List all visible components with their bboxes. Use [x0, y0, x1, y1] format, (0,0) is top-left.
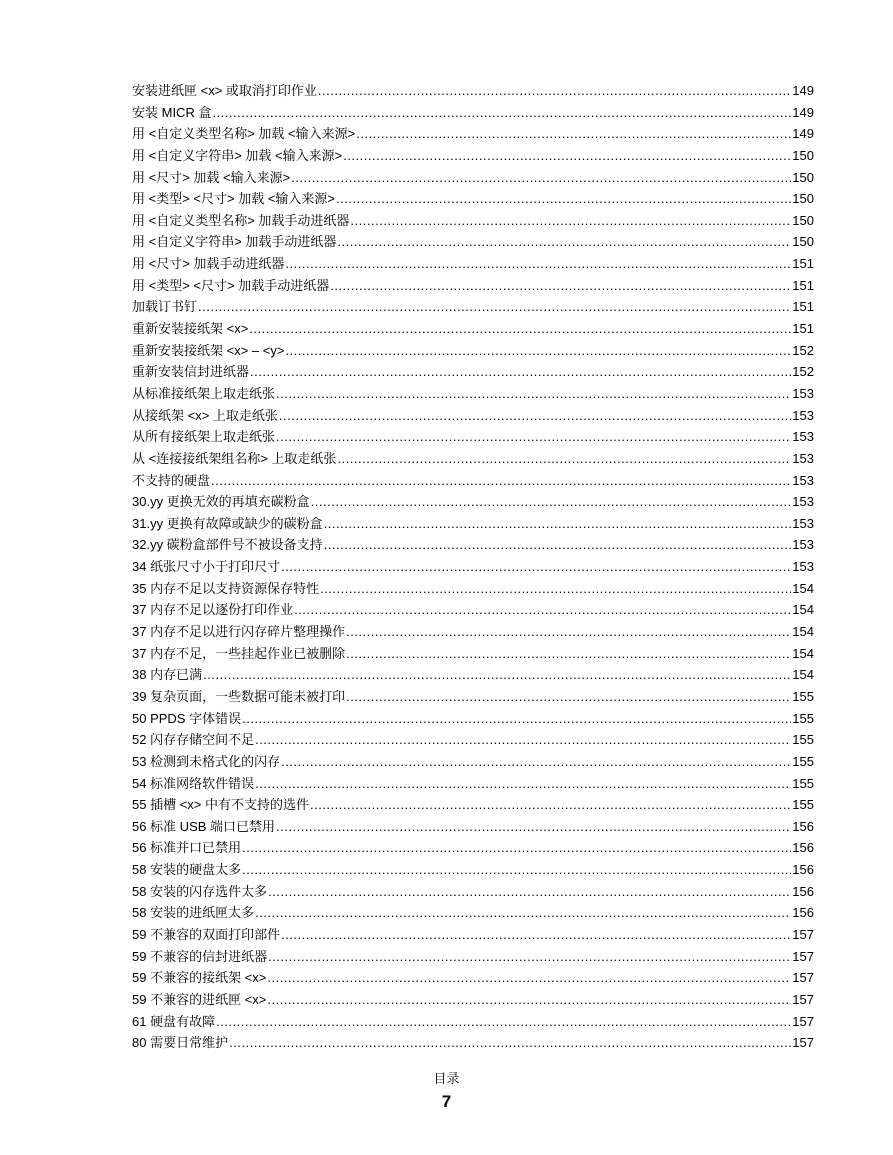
toc-entry-title: 61 硬盘有故障 — [132, 1013, 216, 1029]
toc-entry[interactable] — [132, 902, 814, 924]
dot-leader — [318, 80, 791, 102]
dot-leader — [255, 902, 791, 924]
dot-leader — [212, 102, 791, 124]
toc-entry[interactable] — [132, 708, 814, 730]
toc-entry-title: 用 <自定义类型名称> 加载手动进纸器 — [132, 212, 350, 228]
toc-entry-page-number: 152 — [792, 342, 814, 358]
toc-entry[interactable] — [132, 491, 814, 513]
dot-leader — [279, 405, 791, 427]
toc-entry-title: 用 <尺寸> 加载 <输入来源> — [132, 169, 291, 185]
toc-entry[interactable] — [132, 946, 814, 968]
toc-entry-title: 59 不兼容的信封进纸器 — [132, 948, 268, 964]
toc-entry[interactable] — [132, 102, 814, 124]
dot-leader — [249, 318, 791, 340]
toc-entry[interactable] — [132, 318, 814, 340]
dot-leader — [310, 794, 791, 816]
toc-entry[interactable] — [132, 383, 814, 405]
toc-entry-title: 安装进纸匣 <x> 或取消打印作业 — [132, 83, 317, 98]
toc-entry-page-number: 154 — [792, 667, 814, 683]
toc-entry-page-number: 150 — [792, 212, 814, 228]
dot-leader — [330, 275, 791, 297]
toc-entry[interactable] — [132, 924, 814, 946]
toc-entry-title: 用 <尺寸> 加载手动进纸器 — [132, 256, 285, 272]
toc-entry-page-number: 156 — [792, 905, 814, 921]
toc-entry[interactable] — [132, 837, 814, 859]
toc-entry-title: 用 <类型> <尺寸> 加载手动进纸器 — [132, 277, 330, 293]
toc-entry-page-number: 157 — [792, 970, 814, 986]
toc-entry-title: 52 闪存存储空间不足 — [132, 732, 255, 748]
toc-entry[interactable] — [132, 167, 814, 189]
dot-leader — [281, 924, 791, 946]
toc-entry-page-number: 153 — [792, 407, 814, 423]
toc-entry[interactable] — [132, 989, 814, 1011]
toc-entry-title: 不支持的硬盘 — [132, 472, 211, 488]
dot-leader — [311, 491, 792, 513]
dot-leader — [281, 751, 791, 773]
toc-entry-title: 37 内存不足以逐份打印作业 — [132, 602, 294, 618]
toc-entry-page-number: 157 — [792, 1035, 814, 1051]
toc-entry[interactable] — [132, 448, 814, 470]
toc-entry-page-number: 155 — [792, 710, 814, 726]
toc-entry[interactable] — [132, 1032, 814, 1054]
toc-entry-title: 58 安装的进纸匣太多 — [132, 905, 255, 921]
toc-entry-title: 38 内存已满 — [132, 667, 203, 683]
dot-leader — [276, 816, 791, 838]
toc-entry-title: 用 <类型> <尺寸> 加载 <输入来源> — [132, 191, 335, 207]
toc-entry[interactable] — [132, 340, 814, 362]
toc-entry-page-number: 154 — [792, 645, 814, 661]
toc-entry[interactable] — [132, 664, 814, 686]
toc-entry-page-number: 149 — [792, 104, 814, 120]
toc-entry-page-number: 149 — [792, 126, 814, 142]
toc-entry-page-number: 155 — [792, 775, 814, 791]
toc-entry-page-number: 150 — [792, 191, 814, 207]
toc-entry[interactable] — [132, 794, 814, 816]
toc-entry-title: 56 标准 USB 端口已禁用 — [132, 818, 276, 834]
toc-entry[interactable] — [132, 253, 814, 275]
dot-leader — [242, 708, 791, 730]
dot-leader — [320, 578, 791, 600]
toc-entry[interactable] — [132, 599, 814, 621]
toc-entry-page-number: 154 — [792, 602, 814, 618]
table-of-contents — [132, 80, 814, 1054]
toc-entry[interactable] — [132, 967, 814, 989]
toc-entry[interactable] — [132, 210, 814, 232]
toc-entry-page-number: 149 — [792, 83, 814, 98]
toc-entry-page-number: 155 — [792, 688, 814, 704]
toc-entry-title: 53 检测到未格式化的闪存 — [132, 753, 281, 769]
toc-entry-title: 加载订书钉 — [132, 299, 198, 315]
dot-leader — [346, 686, 791, 708]
toc-entry[interactable] — [132, 621, 814, 643]
dot-leader — [276, 426, 791, 448]
toc-entry-title: 56 标准并口已禁用 — [132, 840, 242, 856]
dot-leader — [346, 643, 791, 665]
toc-entry-title: 32.yy 碳粉盒部件号不被设备支持 — [132, 537, 323, 553]
toc-entry-title: 50 PPDS 字体错误 — [132, 710, 242, 726]
toc-entry-page-number: 153 — [792, 385, 814, 401]
toc-entry[interactable] — [132, 751, 814, 773]
dot-leader — [267, 967, 791, 989]
toc-entry-title: 重新安装信封进纸器 — [132, 364, 250, 380]
toc-entry-page-number: 153 — [792, 472, 814, 488]
toc-entry-title: 59 不兼容的进纸匣 <x> — [132, 991, 267, 1007]
dot-leader — [281, 556, 791, 578]
toc-entry-page-number: 151 — [792, 321, 814, 337]
toc-entry-page-number: 151 — [792, 277, 814, 293]
toc-entry-title: 重新安装接纸架 <x> – <y> — [132, 342, 285, 358]
toc-entry[interactable] — [132, 534, 814, 556]
toc-entry-page-number: 155 — [792, 753, 814, 769]
dot-leader — [336, 188, 791, 210]
toc-entry[interactable] — [132, 188, 814, 210]
toc-entry[interactable] — [132, 361, 814, 383]
toc-entry-title: 从 <连接接纸架组名称> 上取走纸张 — [132, 450, 337, 466]
dot-leader — [229, 1032, 791, 1054]
toc-entry[interactable] — [132, 643, 814, 665]
toc-entry-title: 59 不兼容的双面打印部件 — [132, 926, 281, 942]
toc-entry-page-number: 153 — [792, 515, 814, 531]
toc-entry[interactable] — [132, 296, 814, 318]
toc-entry-page-number: 156 — [792, 862, 814, 878]
toc-entry-page-number: 154 — [792, 624, 814, 640]
dot-leader — [216, 1011, 791, 1033]
dot-leader — [294, 599, 791, 621]
toc-entry[interactable] — [132, 513, 814, 535]
toc-entry-page-number: 156 — [792, 883, 814, 899]
toc-entry-title: 从接纸架 <x> 上取走纸张 — [132, 407, 278, 423]
dot-leader — [324, 534, 792, 556]
dot-leader — [250, 361, 791, 383]
toc-entry-page-number: 157 — [792, 1013, 814, 1029]
toc-entry-title: 重新安装接纸架 <x> — [132, 321, 249, 337]
dot-leader — [268, 881, 791, 903]
dot-leader — [285, 253, 791, 275]
dot-leader — [337, 231, 791, 253]
dot-leader — [337, 448, 791, 470]
toc-entry-page-number: 154 — [792, 580, 814, 596]
toc-entry[interactable] — [132, 145, 814, 167]
toc-entry[interactable] — [132, 556, 814, 578]
toc-entry[interactable] — [132, 859, 814, 881]
toc-entry-page-number: 156 — [792, 840, 814, 856]
toc-entry-page-number: 155 — [792, 797, 814, 813]
toc-entry-title: 54 标准网络软件错误 — [132, 775, 255, 791]
footer-section-label: 目录 — [433, 1071, 460, 1086]
toc-entry-page-number: 151 — [792, 256, 814, 272]
toc-entry[interactable] — [132, 405, 814, 427]
toc-entry-title: 用 <自定义类型名称> 加载 <输入来源> — [132, 126, 356, 142]
toc-entry[interactable] — [132, 231, 814, 253]
toc-entry-title: 39 复杂页面，一些数据可能未被打印 — [132, 688, 346, 704]
toc-entry-page-number: 155 — [792, 732, 814, 748]
toc-entry-title: 35 内存不足以支持资源保存特性 — [132, 580, 320, 596]
toc-entry-title: 从所有接纸架上取走纸张 — [132, 429, 276, 445]
toc-entry-title: 58 安装的闪存选件太多 — [132, 883, 268, 899]
toc-entry-page-number: 157 — [792, 948, 814, 964]
toc-entry-title: 用 <自定义字符串> 加载手动进纸器 — [132, 234, 337, 250]
toc-entry-title: 31.yy 更换有故障或缺少的碳粉盒 — [132, 515, 323, 531]
toc-entry[interactable] — [132, 729, 814, 751]
toc-entry[interactable] — [132, 1011, 814, 1033]
toc-entry-page-number: 151 — [792, 299, 814, 315]
dot-leader — [356, 123, 791, 145]
toc-entry[interactable] — [132, 426, 814, 448]
toc-entry-page-number: 150 — [792, 147, 814, 163]
toc-entry-title: 59 不兼容的接纸架 <x> — [132, 970, 267, 986]
toc-entry-title: 34 纸张尺寸小于打印尺寸 — [132, 559, 281, 575]
toc-entry[interactable] — [132, 881, 814, 903]
dot-leader — [242, 837, 791, 859]
toc-entry-title: 从标准接纸架上取走纸张 — [132, 385, 276, 401]
toc-entry-title: 30.yy 更换无效的再填充碳粉盒 — [132, 494, 310, 510]
dot-leader — [346, 621, 791, 643]
toc-entry-title: 80 需要日常维护 — [132, 1035, 229, 1051]
dot-leader — [203, 664, 791, 686]
dot-leader — [350, 210, 791, 232]
toc-entry[interactable] — [132, 80, 814, 102]
toc-entry-title: 55 插槽 <x> 中有不支持的选件 — [132, 797, 309, 813]
toc-entry[interactable] — [132, 123, 814, 145]
toc-entry[interactable] — [132, 578, 814, 600]
toc-entry-page-number: 150 — [792, 234, 814, 250]
dot-leader — [255, 773, 791, 795]
dot-leader — [242, 859, 791, 881]
dot-leader — [324, 513, 792, 535]
toc-entry-page-number: 152 — [792, 364, 814, 380]
toc-entry[interactable] — [132, 470, 814, 492]
toc-entry[interactable] — [132, 275, 814, 297]
toc-entry-page-number: 153 — [792, 537, 814, 553]
toc-entry-page-number: 153 — [792, 450, 814, 466]
toc-entry-page-number: 153 — [792, 559, 814, 575]
dot-leader — [285, 340, 791, 362]
toc-entry-page-number: 153 — [792, 429, 814, 445]
toc-entry-title: 58 安装的硬盘太多 — [132, 862, 242, 878]
toc-entry[interactable] — [132, 773, 814, 795]
toc-entry-page-number: 150 — [792, 169, 814, 185]
toc-entry-page-number: 156 — [792, 818, 814, 834]
toc-entry-page-number: 157 — [792, 926, 814, 942]
dot-leader — [267, 989, 791, 1011]
toc-entry-page-number: 157 — [792, 991, 814, 1007]
footer-page-number: 7 — [441, 1092, 452, 1111]
dot-leader — [198, 296, 791, 318]
toc-entry-title: 安装 MICR 盒 — [132, 104, 212, 120]
dot-leader — [276, 383, 791, 405]
dot-leader — [291, 167, 791, 189]
toc-entry-title: 用 <自定义字符串> 加载 <输入来源> — [132, 147, 343, 163]
toc-entry-title: 37 内存不足以进行闪存碎片整理操作 — [132, 624, 346, 640]
toc-entry[interactable] — [132, 686, 814, 708]
toc-entry[interactable] — [132, 816, 814, 838]
toc-entry-title: 37 内存不足，一些挂起作业已被删除 — [132, 645, 346, 661]
dot-leader — [343, 145, 791, 167]
toc-entry-page-number: 153 — [792, 494, 814, 510]
dot-leader — [211, 470, 791, 492]
dot-leader — [268, 946, 791, 968]
dot-leader — [255, 729, 791, 751]
